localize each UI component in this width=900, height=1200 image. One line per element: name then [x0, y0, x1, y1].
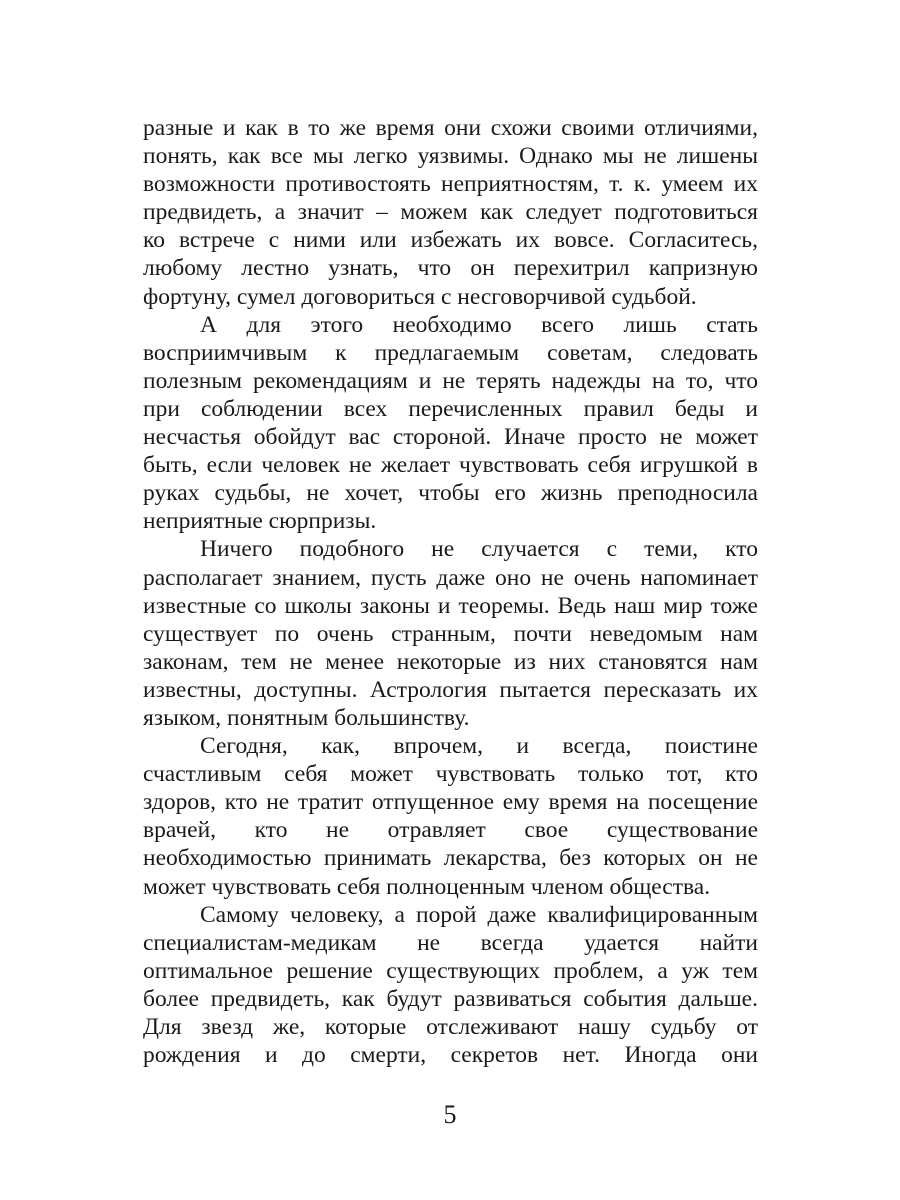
text-line: существует по очень странным, почти неведомым нам: [143, 620, 758, 647]
text-line: быть, если человек не желает чувствовать себя игрушкой в: [143, 452, 758, 479]
paragraph-2: [143, 311, 758, 536]
text-line: Ничего подобного не случается с теми, кто: [200, 536, 758, 563]
text-line: разные и как в то же время они схожи своими отличиями,: [143, 115, 758, 141]
text-line: предвидеть, а значит – можем как следует подготовиться: [143, 199, 758, 226]
text-line: понять, как все мы легко уязвимы. Однако мы не лишены: [143, 143, 758, 170]
paragraph-3: [143, 535, 758, 732]
text-line: руках судьбы, не хочет, чтобы его жизнь преподносила: [143, 480, 758, 507]
text-line: ко встрече с ними или избежать их вовсе. Согласитесь,: [143, 227, 758, 254]
text-line: счастливым себя может чувствовать только тот, кто: [143, 761, 758, 788]
text-line: врачей, кто не отравляет свое существование: [143, 817, 758, 844]
text-line: любому лестно узнать, что он перехитрил капризную: [143, 255, 758, 282]
text-line: специалистам-медикам не всегда удается найти: [143, 929, 758, 956]
text-line: возможности противостоять неприятностям, т. к. умеем их: [143, 171, 758, 198]
text-line: А для этого необходимо всего лишь стать: [200, 311, 758, 338]
text-line: здоров, кто не тратит отпущенное ему время на посещение: [143, 789, 758, 816]
text-line: известные со школы законы и теоремы. Ведь наш мир тоже: [143, 592, 758, 619]
text-line: располагает знанием, пусть даже оно не очень напоминает: [143, 564, 758, 591]
text-line: более предвидеть, как будут развиваться события дальше.: [143, 985, 758, 1012]
text-line: Сегодня, как, впрочем, и всегда, поистине: [200, 733, 758, 760]
text-line: известны, доступны. Астрология пытается пересказать их: [143, 676, 758, 703]
paragraph-1: [143, 114, 758, 311]
text-line: несчастья обойдут вас стороной. Иначе просто не может: [143, 424, 758, 451]
page-number: 5: [443, 1100, 457, 1129]
text-line: Самому человеку, а порой даже квалифицированным: [200, 901, 758, 928]
text-line: законам, тем не менее некоторые из них становятся нам: [143, 648, 758, 675]
text-line: восприимчивым к предлагаемым советам, следовать: [143, 339, 758, 366]
paragraph-5: [143, 901, 758, 1070]
text-line: может чувствовать себя полноценным членом общества.: [143, 873, 711, 900]
paragraph-4: [143, 732, 758, 901]
text-line: языком, понятным большинству.: [143, 704, 470, 731]
text-line: полезным рекомендациям и не терять надежды на то, что: [143, 367, 758, 394]
text-line: неприятные сюрпризы.: [143, 508, 377, 535]
text-line: оптимальное решение существующих проблем, а уж тем: [143, 957, 758, 984]
text-line: рождения и до смерти, секретов нет. Иногда они: [143, 1042, 758, 1069]
text-line: при соблюдении всех перечисленных правил беды и: [143, 395, 758, 422]
text-line: Для звезд же, которые отслеживают нашу судьбу от: [143, 1014, 758, 1040]
text-line: фортуну, сумел договориться с несговорчивой судьбой.: [143, 283, 697, 310]
body-text: [143, 114, 758, 1069]
text-line: необходимостью принимать лекарства, без которых он не: [143, 845, 758, 872]
